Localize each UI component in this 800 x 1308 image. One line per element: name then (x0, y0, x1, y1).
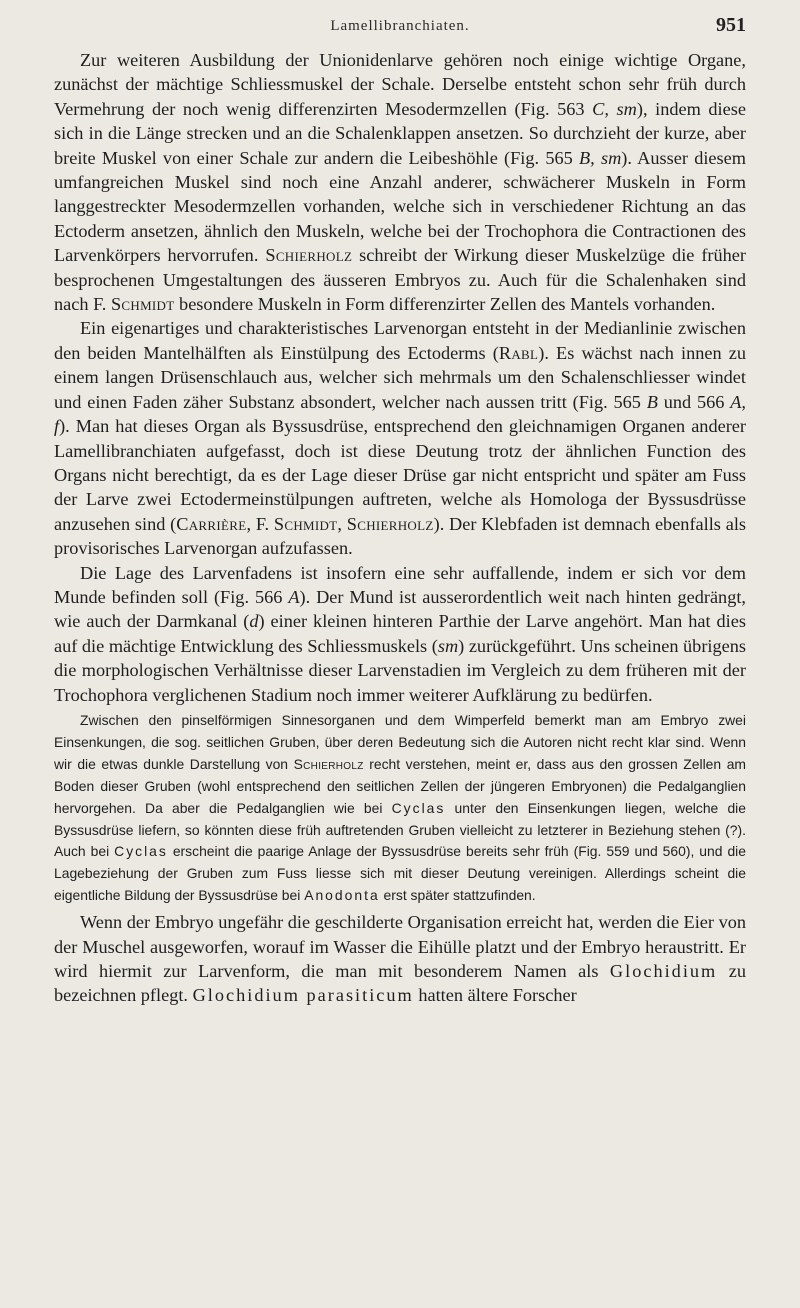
author-name: Schierholz (265, 245, 353, 266)
text-run: ), indem diese sich in die Länge strecken und an die Schalenklappen ansetzen. So durchzieht der kurze, aber breite Muskel von einer Schale zur andern die Leibeshöhle (Fig. 565 (54, 98, 746, 168)
figure-reference: C, sm (592, 98, 637, 119)
figure-reference: sm (437, 635, 459, 656)
author-name: Schmidt (110, 294, 175, 315)
figure-reference: B (646, 391, 658, 412)
text-run: hatten ältere Forscher (413, 985, 577, 1006)
author-name: Schierholz (293, 755, 364, 772)
author-name: Schmidt (273, 513, 338, 534)
text-run: Wenn der Embryo ungefähr die geschilderte Organisation erreicht hat, werden die Eier von der Muschel ausgeworfen, worauf im Wasser die Eihülle platzt und der Embryo heraustritt. Er wird hiermit zur Larvenform, die man mit besonderem Namen als (54, 912, 746, 981)
taxon-name: Cyclas (391, 799, 446, 816)
paragraph (54, 910, 746, 1008)
figure-reference: d (249, 611, 259, 632)
taxon-name: Glochidium (609, 960, 718, 981)
text-run: Ein eigenartiges und charakteristisches Larvenorgan entsteht in der Medianlinie zwischen den beiden Mantelhälften als Einstülpung des Ectoderms ( (54, 318, 746, 363)
text-run: erscheint die paarige Anlage der Byssusdrüse bereits sehr früh (Fig. 559 und 560), und die Lagebeziehung der Gruben zum Fuss liesse sich mit dieser Deutung vereinigen. Allerdings scheint die eigentliche Bildung der Byssusdrüse bei (54, 843, 746, 904)
text-run: ) einer kleinen hinteren Parthie der Larve angehört. Man hat dies auf die mächtige Entwicklung des Schliessmuskels ( (54, 611, 746, 656)
text-run: , (337, 513, 347, 534)
text-run: schreibt der Wirkung dieser Muskelzüge die früher besprochenen Umgestaltungen des äusseren Embryos zu. Auch für die Schalenhaken sind nach F. (54, 245, 746, 315)
page-number: 951 (716, 14, 746, 36)
text-run: ). Man hat dieses Organ als Byssusdrüse, entsprechend den gleichnamigen Organen anderer Lamellibranchiaten aufgefasst, doch ist diese Deutung trotz der ähnlichen Function des Organs nicht berechtigt, da es der Lage dieser Drüse gar nicht entspricht und später am Fuss der Larve zwei Ectodermeinstülpungen auftreten, welche als Homologa der Byssusdrüsse anzusehen sind ( (54, 416, 746, 534)
figure-reference: A (288, 586, 300, 607)
figure-reference: B, sm (579, 147, 622, 168)
text-run: unter den Einsenkungen liegen, welche die Byssusdrüse liefern, so könnten diese früh auftretenden Gruben vielleicht zu letzterer in Beziehung stehen (?). Auch bei (54, 799, 746, 860)
text-run: Zur weiteren Ausbildung der Unionidenlarve gehören noch einige wichtige Organe, zunächst der mächtige Schliessmuskel der Schale. Derselbe entsteht schon sehr früh durch Vermehrung der noch wenig differenzirten Mesodermzellen (Fig. 563 (54, 50, 746, 119)
text-run: ) zurückgeführt. Uns scheinen übrigens die morphologischen Verhältnisse dieser Larvenstadien im Vergleich zu dem früheren mit der Trochophora verglichenen Stadium noch immer weiterer Aufklärung zu bedürfen. (54, 635, 746, 705)
taxon-name: Cyclas (114, 843, 168, 860)
taxon-name: Glochidium parasiticum (192, 985, 414, 1006)
text-run: zu bezeichnen pflegt. (54, 960, 746, 1006)
author-name: Carrière (176, 513, 247, 534)
small-print-paragraph (54, 710, 746, 907)
text-run: Zwischen den pinselförmigen Sinnesorganen und dem Wimperfeld bemerkt man am Embryo zwei Einsenkungen, die sog. seitlichen Gruben, über deren Bedeutung sich die Autoren nicht recht klar sind. Wenn wir die etwas dunkle Darstellung von (54, 711, 746, 772)
text-run: und 566 (657, 391, 731, 412)
author-name: Schierholz (346, 513, 434, 534)
text-run: ). Ausser diesem umfangreichen Muskel sind noch eine Anzahl anderer, schwächerer Muskeln in Form langgestreckter Mesodermzellen vorhanden, welche sich in verschiedener Richtung an das Ectoderm ansetzen, ähnlich den Muskeln, welche bei der Trochophora die Contractionen des Larvenkörpers hervorrufen. (54, 147, 746, 266)
text-run: erst später stattzufinden. (379, 887, 536, 904)
figure-reference: A, f (54, 391, 746, 437)
paragraph (54, 561, 746, 707)
taxon-name: Anodonta (304, 887, 380, 904)
text-run: , F. (246, 513, 274, 534)
paragraph (54, 316, 746, 560)
text-run: Die Lage des Larvenfadens ist insofern eine sehr auffallende, indem er sich vor dem Munde befinden soll (Fig. 566 (54, 562, 746, 607)
text-run: ). Der Klebfaden ist demnach ebenfalls als provisorisches Larvenorgan aufzufassen. (54, 513, 747, 559)
text-run: recht verstehen, meint er, dass aus den grossen Zellen am Boden dieser Gruben (wohl entsprechend den seitlichen Zellen der jüngeren Embryonen) die Pedalganglien hervorgehen. Da aber die Pedalganglien wie bei (54, 755, 746, 816)
page-header (54, 8, 746, 48)
text-run: ). Der Mund ist ausserordentlich weit nach hinten gedrängt, wie auch der Darmkanal ( (54, 586, 746, 632)
author-name: Rabl (498, 342, 539, 363)
text-run: besondere Muskeln in Form differenzirter Zellen des Mantels vorhanden. (174, 294, 716, 315)
running-title: Lamellibranchiaten. (330, 18, 470, 34)
body-text (54, 48, 746, 1008)
paragraph (54, 48, 746, 316)
text-run: ). Es wächst nach innen zu einem langen Drüsenschlauch aus, welcher sich mehrmals um den Schalenschliesser windet und einen Faden zäher Substanz absondert, welcher nach aussen tritt (Fig. 565 (54, 342, 746, 412)
